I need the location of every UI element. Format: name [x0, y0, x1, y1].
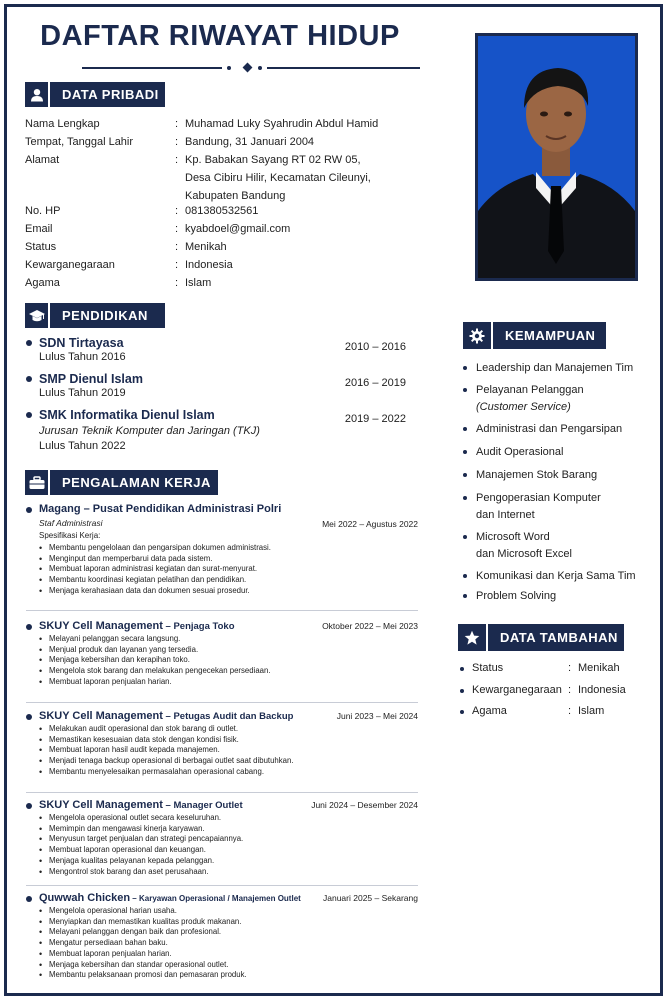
education-item [26, 408, 406, 456]
job-task: • Mengelola operasional harian usaha. [39, 906, 247, 917]
personal-row: No. HP : 081380532561 [25, 202, 445, 220]
job-spec-label: Spesifikasi Kerja: [39, 531, 101, 540]
person-portrait-icon [478, 36, 635, 278]
job-company: Magang – Pusat Pendidikan Administrasi Polri [39, 503, 282, 515]
skill-item: Leadership dan Manajemen Tim [463, 360, 653, 377]
person-icon [25, 82, 50, 107]
job-item [26, 892, 418, 987]
personal-value: 081380532561 [185, 205, 259, 217]
job-item [26, 503, 418, 603]
school-name: SDN Tirtayasa [39, 336, 124, 350]
job-task: • Membantu pengelolaan dan pengarsipan dokumen administrasi. [39, 543, 271, 554]
job-period: Juni 2024 – Desember 2024 [311, 800, 418, 810]
education-years: 2010 – 2016 [344, 341, 406, 353]
job-company: SKUY Cell Management – Petugas Audit dan Backup [39, 710, 294, 722]
personal-label: Nama Lengkap [25, 118, 100, 130]
title-rule-right [267, 67, 420, 69]
job-task: • Membuat laporan hasil audit kepada manajemen. [39, 745, 293, 756]
education-detail: Lulus Tahun 2016 [39, 351, 126, 363]
job-task: • Membuat laporan operasional dan keuangan. [39, 845, 243, 856]
education-years: 2016 – 2019 [344, 377, 406, 389]
personal-value: Desa Cibiru Hilir, Kecamatan Cileunyi, [185, 172, 371, 184]
job-item [26, 620, 418, 695]
job-task: • Membantu pelaksanaan promosi dan pemasaran produk. [39, 970, 247, 981]
skill-item: Pengoperasian Komputer dan Internet [463, 490, 653, 524]
personal-row: Status : Menikah [25, 238, 445, 256]
job-period: Juni 2023 – Mei 2024 [336, 711, 418, 721]
section-additional-label: DATA TAMBAHAN [500, 630, 618, 645]
skill-item: Audit Operasional [463, 444, 653, 461]
personal-value: Islam [185, 277, 212, 289]
skill-item: Manajemen Stok Barang [463, 467, 653, 484]
section-personal [25, 82, 165, 107]
personal-value: Bandung, 31 Januari 2004 [185, 136, 315, 148]
job-task: • Memimpin dan mengawasi kinerja karyawan. [39, 824, 243, 835]
job-task: • Membuat laporan penjualan harian. [39, 949, 247, 960]
job-item [26, 799, 418, 884]
job-task: • Menyiapkan dan memastikan kualitas produk makanan. [39, 917, 247, 928]
section-skills [463, 322, 606, 349]
personal-value: Indonesia [185, 259, 233, 271]
job-task: • Menjadi tenaga backup operasional di berbagai outlet saat dibutuhkan. [39, 756, 293, 767]
job-task: • Melakukan audit operasional dan stok barang di outlet. [39, 724, 293, 735]
graduation-cap-icon [25, 303, 50, 328]
job-period: Januari 2025 – Sekarang [323, 893, 418, 903]
job-role: Staf Administrasi [39, 518, 103, 528]
job-company: SKUY Cell Management – Manager Outlet [39, 799, 243, 811]
education-years: 2019 – 2022 [344, 413, 406, 425]
skill-item: Administrasi dan Pengarsipan [463, 421, 653, 438]
section-additional [458, 624, 624, 651]
personal-value: Kabupaten Bandung [185, 190, 286, 202]
job-task: • Mengatur persediaan bahan baku. [39, 938, 247, 949]
personal-value: Menikah [185, 241, 227, 253]
education-item [26, 336, 406, 368]
personal-row: Tempat, Tanggal Lahir : Bandung, 31 Januari 2004 [25, 133, 445, 151]
education-major: Jurusan Teknik Komputer dan Jaringan (TKJ) [39, 425, 260, 437]
personal-value: Muhamad Luky Syahrudin Abdul Hamid [185, 118, 379, 130]
title-rule-left [82, 67, 222, 69]
title-dot-right [258, 66, 262, 70]
job-task: • Menjaga kerahasiaan data dan dokumen sesuai prosedur. [39, 586, 271, 597]
job-task: • Melayani pelanggan dengan baik dan profesional. [39, 927, 247, 938]
skill-item: Microsoft Word dan Microsoft Excel [463, 529, 653, 563]
job-item [26, 710, 418, 785]
job-tasks [39, 906, 247, 981]
personal-row: Email : kyabdoel@gmail.com [25, 220, 445, 238]
job-tasks [39, 724, 293, 778]
job-task: • Melayani pelanggan secara langsung. [39, 634, 271, 645]
job-task: • Membuat laporan administrasi kegiatan dan surat-menyurat. [39, 564, 271, 575]
job-task: • Mengontrol stok barang dan aset perusahaan. [39, 867, 243, 878]
personal-label: No. HP [25, 205, 61, 217]
job-task: • Menjaga kualitas pelayanan kepada pelanggan. [39, 856, 243, 867]
title-dot-left [227, 66, 231, 70]
personal-value: Kp. Babakan Sayang RT 02 RW 05, [185, 154, 361, 166]
star-icon [458, 624, 488, 651]
job-task: • Mengelola stok barang dan melakukan pengecekan persediaan. [39, 666, 271, 677]
profile-photo [475, 33, 638, 281]
job-tasks [39, 634, 271, 688]
personal-label: Agama [25, 277, 60, 289]
briefcase-icon [25, 470, 50, 495]
job-task: • Menginput dan memperbarui data pada sistem. [39, 554, 271, 565]
job-divider [26, 885, 418, 886]
job-tasks [39, 813, 243, 877]
skill-item: Pelayanan Pelanggan (Customer Service) [463, 382, 653, 416]
school-name: SMK Informatika Dienul Islam [39, 408, 215, 422]
personal-row: Alamat : Kp. Babakan Sayang RT 02 RW 05, Desa Cibiru Hilir, Kecamatan Cileunyi, Kabupaten Bandung [25, 151, 445, 205]
section-personal-label: DATA PRIBADI [62, 87, 159, 102]
job-task: • Menyusun target penjualan dan strategi pencapaiannya. [39, 834, 243, 845]
personal-row: Nama Lengkap : Muhamad Luky Syahrudin Abdul Hamid [25, 115, 445, 133]
personal-label: Tempat, Tanggal Lahir [25, 136, 134, 148]
job-company: SKUY Cell Management – Penjaga Toko [39, 620, 235, 632]
school-name: SMP Dienul Islam [39, 372, 143, 386]
education-detail: Lulus Tahun 2022 [39, 440, 126, 452]
job-task: • Membuat laporan penjualan harian. [39, 677, 271, 688]
page-title: DAFTAR RIWAYAT HIDUP [40, 20, 400, 52]
section-experience [25, 470, 218, 495]
job-task: • Membantu koordinasi kegiatan pelatihan dan pendidikan. [39, 575, 271, 586]
job-divider [26, 792, 418, 793]
personal-row: Agama : Islam [25, 274, 445, 292]
section-experience-label: PENGALAMAN KERJA [62, 475, 211, 490]
additional-row: Agama : Islam [460, 705, 650, 721]
personal-row: Kewarganegaraan : Indonesia [25, 256, 445, 274]
job-task: • Membantu menyelesaikan permasalahan operasional cabang. [39, 767, 293, 778]
section-education [25, 303, 165, 328]
personal-label: Status [25, 241, 57, 253]
gear-icon [463, 322, 493, 349]
skill-item: Komunikasi dan Kerja Sama Tim [463, 568, 653, 585]
personal-value: kyabdoel@gmail.com [185, 223, 291, 235]
additional-row: Status : Menikah [460, 662, 650, 678]
job-period: Oktober 2022 – Mei 2023 [322, 621, 418, 631]
personal-label: Email [25, 223, 53, 235]
job-divider [26, 610, 418, 611]
personal-label: Alamat [25, 154, 60, 166]
job-divider [26, 702, 418, 703]
job-tasks [39, 543, 271, 597]
additional-row: Kewarganegaraan : Indonesia [460, 684, 650, 700]
personal-label: Kewarganegaraan [25, 259, 115, 271]
job-period: Mei 2022 – Agustus 2022 [322, 519, 418, 529]
job-task: • Menjaga kebersihan dan standar operasional outlet. [39, 960, 247, 971]
skill-item: Problem Solving [463, 588, 653, 605]
job-task: • Memastikan kesesuaian data stok dengan kondisi fisik. [39, 735, 293, 746]
job-task: • Menjual produk dan layanan yang tersedia. [39, 645, 271, 656]
job-task: • Mengelola operasional outlet secara keseluruhan. [39, 813, 243, 824]
section-skills-label: KEMAMPUAN [505, 328, 596, 343]
education-item [26, 372, 406, 404]
section-education-label: PENDIDIKAN [62, 308, 148, 323]
education-detail: Lulus Tahun 2019 [39, 387, 126, 399]
job-company: Quwwah Chicken – Karyawan Operasional / Manajemen Outlet [39, 892, 301, 904]
job-task: • Menjaga kebersihan dan kerapihan toko. [39, 655, 271, 666]
